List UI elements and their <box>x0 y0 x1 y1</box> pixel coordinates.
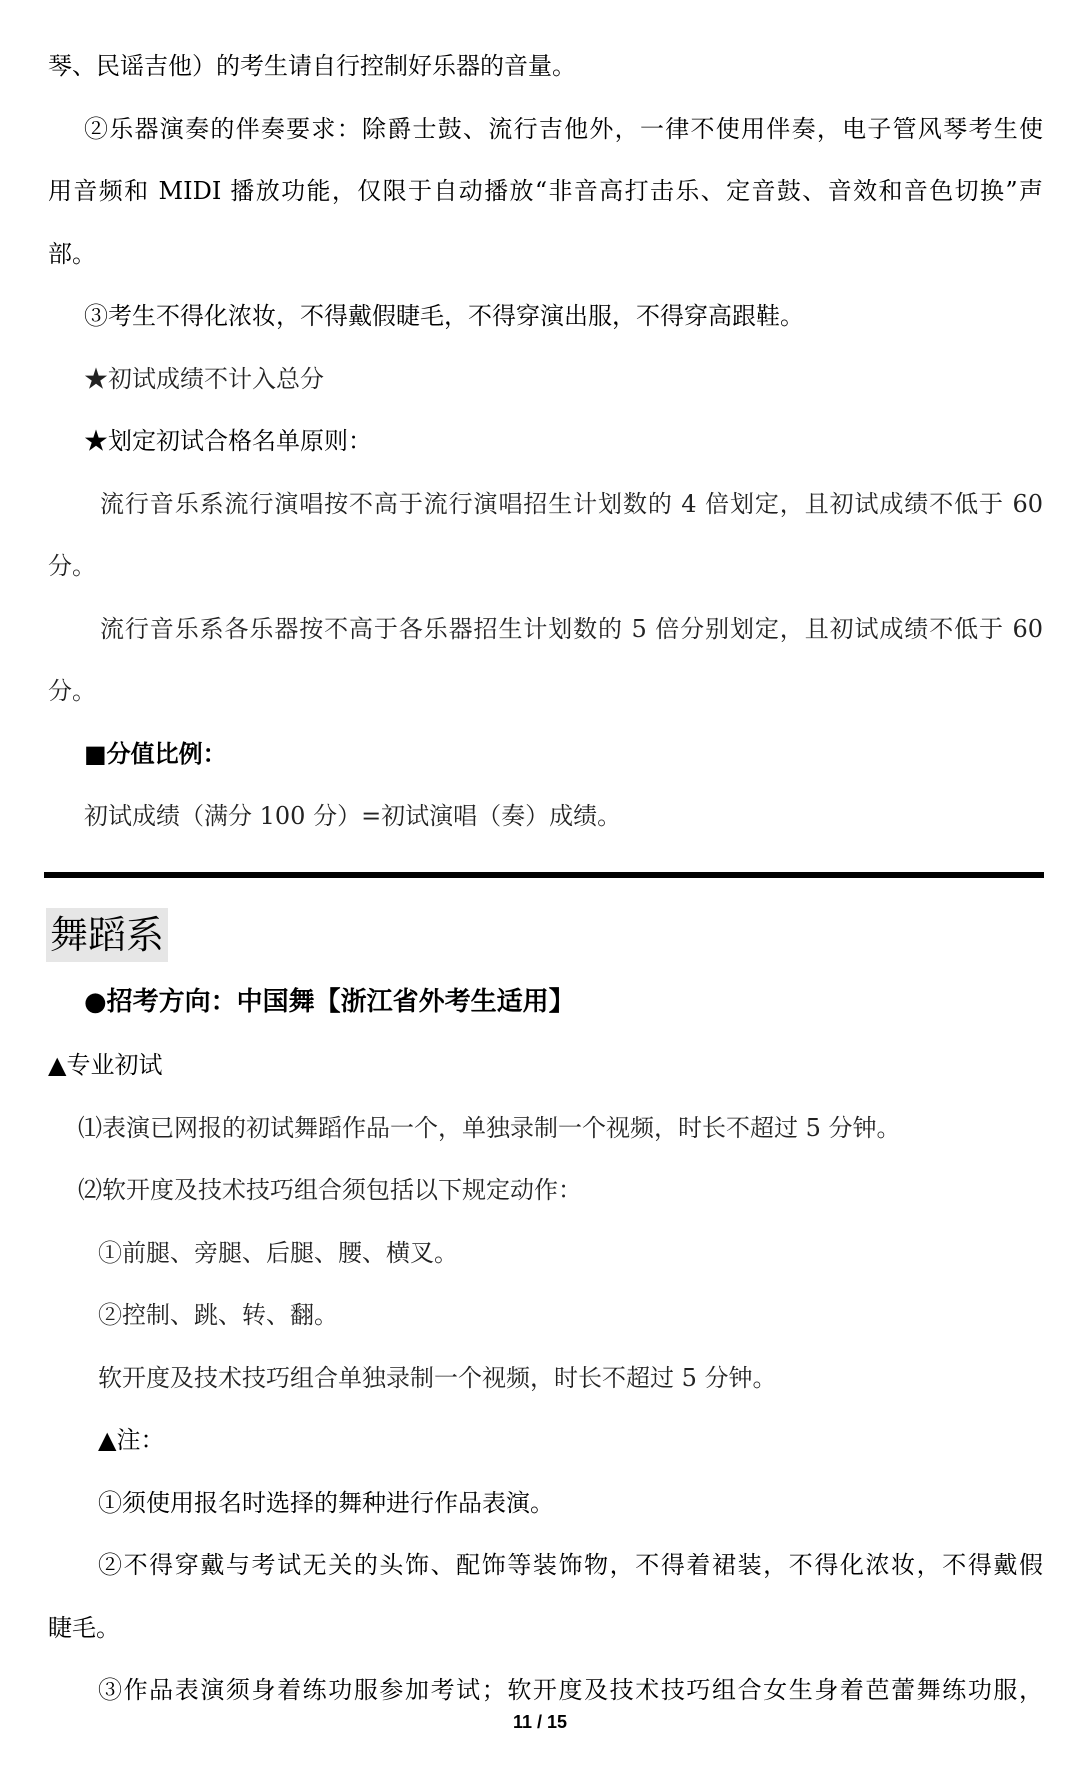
paragraph-line: ■分值比例： <box>84 739 227 768</box>
paragraph-line: 流行音乐系各乐器按不高于各乐器招生计划数的 5 倍分别划定，且初试成绩不低于 60 <box>100 615 1043 643</box>
paragraph-line: 部。 <box>48 240 96 268</box>
section-line: ③作品表演须身着练功服参加考试；软开度及技术技巧组合女生身着芭蕾舞练功服， <box>98 1676 1043 1704</box>
paragraph-line: ③考生不得化浓妆，不得戴假睫毛，不得穿演出服，不得穿高跟鞋。 <box>84 302 804 330</box>
section-line: ①须使用报名时选择的舞种进行作品表演。 <box>98 1489 554 1517</box>
section-line: 睫毛。 <box>48 1614 120 1642</box>
paragraph-line: ★初试成绩不计入总分 <box>84 365 324 393</box>
section-title: 舞蹈系 <box>46 908 168 962</box>
section-line: ▲注： <box>98 1426 165 1454</box>
paragraph-line: 分。 <box>48 552 96 580</box>
paragraph-line: 琴、民谣吉他）的考生请自行控制好乐器的音量。 <box>48 52 576 80</box>
section-direction: ●招考方向：中国舞【浙江省外考生适用】 <box>84 987 575 1017</box>
section-line: ②控制、跳、转、翻。 <box>98 1301 338 1329</box>
paragraph-line: 流行音乐系流行演唱按不高于流行演唱招生计划数的 4 倍划定，且初试成绩不低于 60 <box>100 490 1043 518</box>
section-line: ⑵软开度及技术技巧组合须包括以下规定动作： <box>78 1176 582 1204</box>
section-line: 软开度及技术技巧组合单独录制一个视频，时长不超过 5 分钟。 <box>98 1364 777 1392</box>
paragraph-line: ②乐器演奏的伴奏要求：除爵士鼓、流行吉他外，一律不使用伴奏，电子管风琴考生使 <box>84 115 1043 143</box>
page-number: 11 / 15 <box>512 1712 568 1732</box>
paragraph-line: 用音频和 MIDI 播放功能，仅限于自动播放“非音高打击乐、定音鼓、音效和音色切换”声 <box>48 177 1043 205</box>
paragraph-line: ★划定初试合格名单原则： <box>84 427 372 455</box>
section-divider <box>44 872 1044 878</box>
section-line: ⑴表演已网报的初试舞蹈作品一个，单独录制一个视频，时长不超过 5 分钟。 <box>78 1114 901 1142</box>
section-line: ②不得穿戴与考试无关的头饰、配饰等装饰物，不得着裙装，不得化浓妆，不得戴假 <box>98 1551 1043 1579</box>
section-line: ▲专业初试 <box>48 1051 163 1079</box>
section-line: ①前腿、旁腿、后腿、腰、横叉。 <box>98 1239 458 1267</box>
paragraph-line: 初试成绩（满分 100 分）=初试演唱（奏）成绩。 <box>84 802 622 830</box>
paragraph-line: 分。 <box>48 677 96 705</box>
